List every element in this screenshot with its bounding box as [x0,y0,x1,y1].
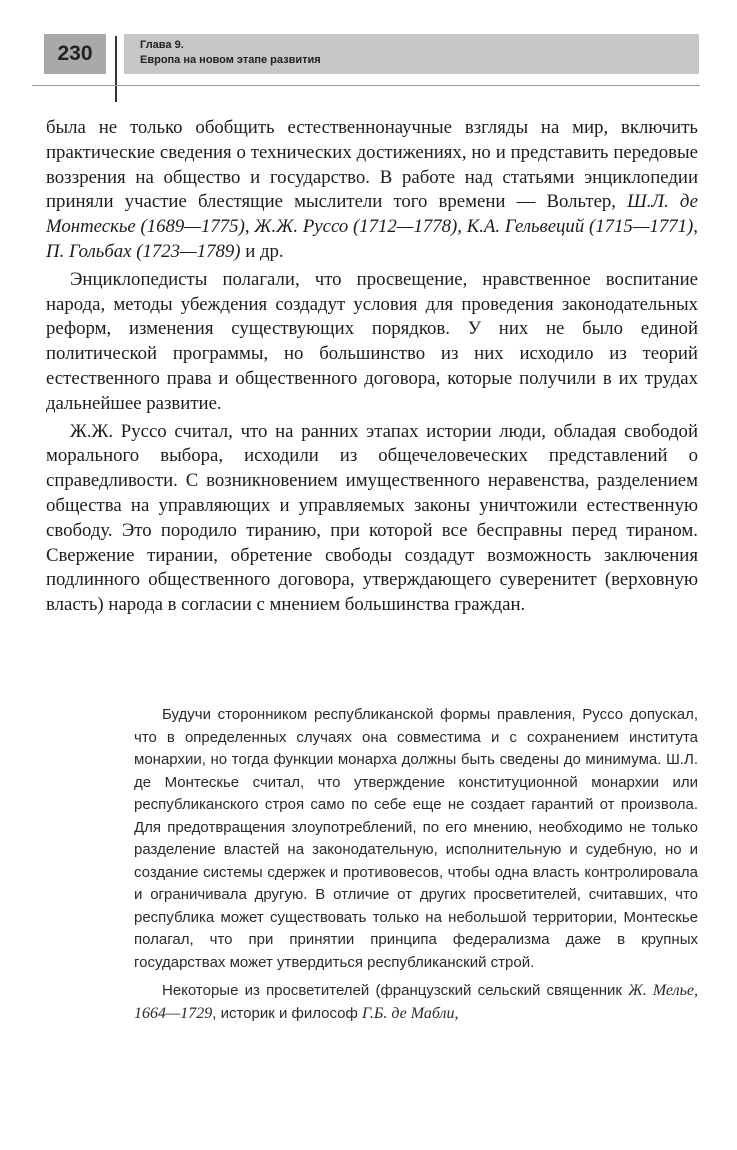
header-rule [32,85,700,86]
paragraph-1-text: была не только обобщить естественнонаучные взгляды на мир, включить практические сведения о технических достижениях, но и представить передовые воззрения на общество и государство. В работе над статьями энциклопедии приняли участие блестящие мыслители того времени — Вольтер, [46,117,698,213]
chapter-heading [140,38,321,68]
small-paragraph-2-text: Некоторые из просветителей (французский сельский священник [162,982,629,999]
chapter-banner [124,34,699,74]
chapter-label: Глава 9. [140,39,184,51]
page-number: 230 [44,34,106,74]
enlighteners-names: Ш.Л. де Монтескье (1689—1775), Ж.Ж. Руссо (1712—1778), К.А. Гельвеций (1715—1771), П. Гольбах (1723—1789) [46,191,698,262]
small-paragraph-2 [134,980,698,1025]
running-header [44,34,699,74]
name-melier: Ж. Мелье, 1664—1729 [134,982,698,1022]
small-paragraph-2-mid: , историк и философ [212,1004,362,1022]
paragraph-3: Ж.Ж. Руссо считал, что на ранних этапах истории люди, обладая свободой морального выбора, исходили из общечеловеческих представлений о справедливости. С возникновением имущественного неравенства, разделением общества на управляющих и управляемых законы уничтожили естественную свободу. Это породило тиранию, при которой все бесправны перед тираном. Свержение тирании, обретение свободы создадут возможность заключения подлинного общественного договора, утверждающего суверенитет (верховную власть) народа в согласии с мнением большинства граждан. [46,420,698,616]
small-print-section [134,704,698,1025]
paragraph-1 [46,116,698,265]
chapter-title: Европа на новом этапе развития [140,54,321,66]
paragraph-1-end: и др. [240,240,284,262]
small-paragraph-1: Будучи сторонником республиканской формы правления, Руссо допускал, что в определенных случаях она совместима и с сохранением института монархии, но тогда функции монарха должны быть сведены до минимума. Ш.Л. де Монтескье считал, что утверждение конституционной монархии или республиканского строя само по себе еще не создает гарантий от произвола. Для предотвращения злоупотреблений, по его мнению, необходимо не только разделение властей на законодательную, исполнительную и судебную, но и создание системы сдержек и противовесов, чтобы одна власть контролировала и ограничивала другую. В отличие от других просветителей, считавших, что республика может существовать только на небольшой территории, Монтескье полагал, что при принятии принципа федерализма даже в крупных государствах может утвердиться республиканский строй. [134,706,698,971]
main-text [46,116,698,618]
name-mably: Г.Б. де Мабли, [362,1004,459,1022]
header-divider [115,36,117,102]
paragraph-2: Энциклопедисты полагали, что просвещение, нравственное воспитание народа, методы убеждения создадут условия для проведения законодательных реформ, изменения существующих порядков. У них не было единой политической программы, но большинство из них исходило из теорий естественного права и общественного договора, которые получили в их трудах дальнейшее развитие. [46,268,698,414]
